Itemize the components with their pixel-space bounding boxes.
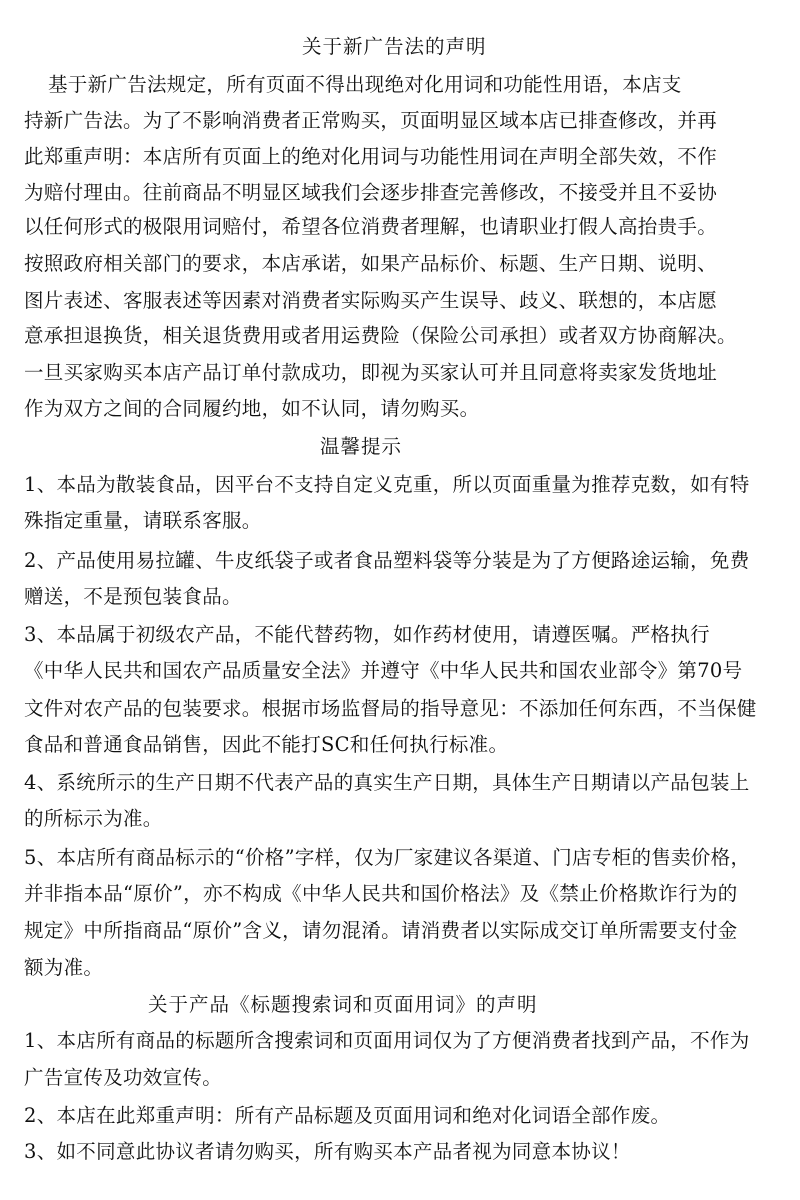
tips-line: 规定》中所指商品“原价”含义，请勿混淆。请消费者以实际成交订单所需要支付金 (24, 919, 738, 942)
statement-line: 作为双方之间的合同履约地，如不认同，请勿购买。 (24, 397, 480, 420)
tips-line: 额为准。 (24, 956, 104, 979)
statement-line: 按照政府相关部门的要求，本店承诺，如果产品标价、标题、生产日期、说明、 (24, 252, 718, 275)
tips-line: 食品和普通食品销售，因此不能打SC和任何执行标准。 (24, 733, 509, 756)
statement-line: 基于新广告法规定，所有页面不得出现绝对化用词和功能性用语，本店支 (48, 73, 682, 96)
statement-title: 关于新广告法的声明 (302, 35, 487, 58)
tips-line: 5、本店所有商品标示的“价格”字样，仅为厂家建议各渠道、门店专柜的售卖价格， (24, 846, 751, 869)
statement-line: 意承担退换货，相关退货费用或者用运费险（保险公司承担）或者双方协商解决。 (24, 324, 737, 347)
tips-line: 1、本品为散装食品，因平台不支持自定义克重，所以页面重量为推荐克数，如有特 (24, 473, 750, 496)
tips-line: 赠送，不是预包装食品。 (24, 585, 242, 608)
statement-line: 持新广告法。为了不影响消费者正常购买，页面明显区域本店已排查修改，并再 (24, 109, 718, 132)
tips-line: 的所标示为准。 (24, 807, 163, 830)
keywords-line: 3、如不同意此协议者请勿购买，所有购买本产品者视为同意本协议！ (24, 1140, 631, 1163)
tips-line: 殊指定重量，请联系客服。 (24, 509, 262, 532)
tips-line: 《中华人民共和国农产品质量安全法》并遵守《中华人民共和国农业部令》第70号 (24, 659, 743, 682)
statement-line: 一旦买家购买本店产品订单付款成功，即视为买家认可并且同意将卖家发货地址 (24, 361, 718, 384)
keywords-line: 2、本店在此郑重声明：所有产品标题及页面用词和绝对化词语全部作废。 (24, 1104, 671, 1127)
tips-line: 3、本品属于初级农产品，不能代替药物，如作药材使用，请遵医嘱。严格执行 (24, 623, 710, 646)
tips-line: 4、系统所示的生产日期不代表产品的真实生产日期，具体生产日期请以产品包装上 (24, 771, 750, 794)
tips-line: 并非指本品“原价”，亦不构成《中华人民共和国价格法》及《禁止价格欺诈行为的 (24, 882, 738, 905)
keywords-line: 广告宣传及功效宣传。 (24, 1066, 223, 1089)
keywords-line: 1、本店所有商品的标题所含搜索词和页面用词仅为了方便消费者找到产品，不作为 (24, 1029, 750, 1052)
keywords-title: 关于产品《标题搜索词和页面用词》的声明 (148, 993, 538, 1016)
statement-line: 图片表述、客服表述等因素对消费者实际购买产生误导、歧义、联想的，本店愿 (24, 289, 718, 312)
statement-line: 为赔付理由。往前商品不明显区域我们会逐步排查完善修改，不接受并且不妥协 (24, 181, 718, 204)
tips-line: 2、产品使用易拉罐、牛皮纸袋子或者食品塑料袋等分装是为了方便路途运输，免费 (24, 549, 750, 572)
statement-line: 此郑重声明：本店所有页面上的绝对化用词与功能性用词在声明全部失效，不作 (24, 145, 718, 168)
tips-title: 温馨提示 (320, 435, 403, 458)
tips-line: 文件对农产品的包装要求。根据市场监督局的指导意见：不添加任何东西，不当保健 (24, 697, 757, 720)
statement-line: 以任何形式的极限用词赔付，希望各位消费者理解，也请职业打假人高抬贵手。 (24, 215, 718, 238)
